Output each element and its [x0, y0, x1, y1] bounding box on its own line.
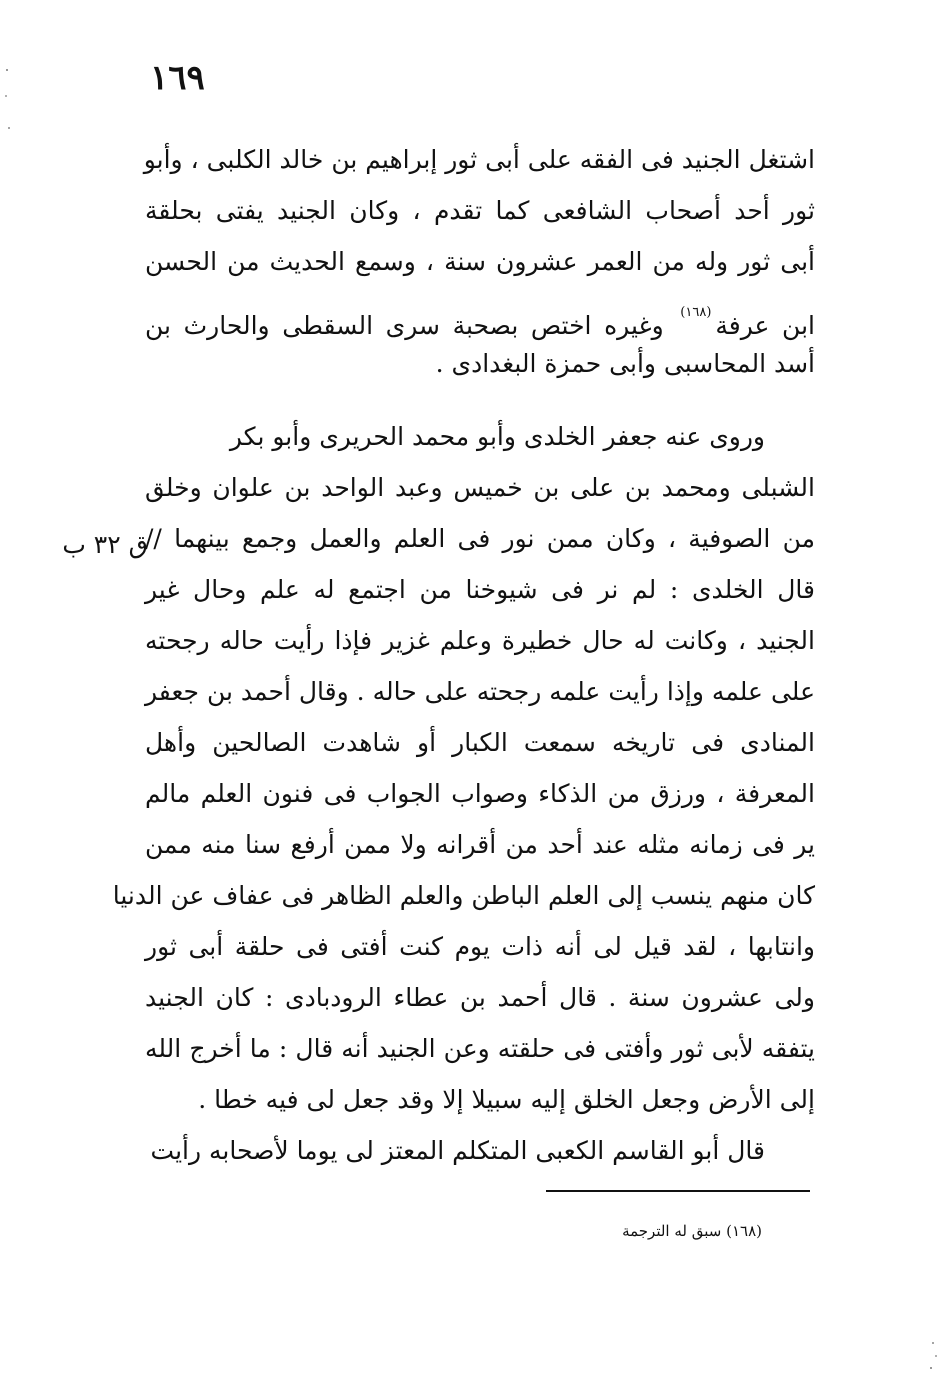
text-line: الجنيد ، وكانت له حال خطيرة وعلم غزير فإذا رأيت حاله رجحته — [145, 626, 815, 655]
text-line: الشبلى ومحمد بن على بن خميس وعبد الواحد بن علوان وخلق — [145, 473, 815, 502]
text-line: ير فى زمانه مثله عند أحد من أقرانه ولا ممن أرفع سنا منه ممن — [145, 830, 815, 859]
text-line: ثور أحد أصحاب الشافعى كما تقدم ، وكان الجنيد يفتى بحلقة — [145, 196, 815, 225]
text-line: وانتابها ، لقد قيل لى أنه ذات يوم كنت أفتى فى حلقة أبى ثور — [145, 932, 815, 961]
text-line: اشتغل الجنيد فى الفقه على أبى ثور إبراهيم بن خالد الكلبى ، وأبو — [143, 145, 815, 174]
margin-folio-note: ق ٣٢ ب — [62, 530, 148, 559]
text-line: المنادى فى تاريخه سمعت الكبار أو شاهدت الصالحين وأهل — [145, 728, 815, 757]
page-number: ١٦٩ — [150, 58, 205, 98]
text-line: من الصوفية ، وكان ممن نور فى العلم والعمل وجمع بينهما // — [145, 524, 815, 553]
text-line: أسد المحاسبى وأبى حمزة البغدادى . — [435, 349, 815, 378]
text-line: كان منهم ينسب إلى العلم الباطن والعلم الظاهر فى عفاف عن الدنيا — [112, 881, 815, 910]
footnote: (١٦٨) سبق له الترجمة — [622, 1222, 762, 1240]
text-line: أبى ثور وله من العمر عشرون سنة ، وسمع الحديث من الحسن — [145, 247, 815, 276]
text-line: قال الخلدى : لم نر فى شيوخنا من اجتمع له علم وحال غير — [145, 575, 815, 604]
text-segment: ابن عرفة — [715, 311, 815, 340]
text-line: وروى عنه جعفر الخلدى وأبو محمد الحريرى وأبو بكر — [229, 422, 765, 451]
text-line: على علمه وإذا رأيت علمه رجحته على حاله . وقال أحمد بن جعفر — [145, 677, 815, 706]
text-line: يتفقه لأبى ثور وأفتى فى حلقته وعن الجنيد أنه قال : ما أخرج الله — [145, 1034, 815, 1063]
footnote-reference: (١٦٨) — [680, 305, 712, 320]
text-line: قال أبو القاسم الكعبى المتكلم المعتز لى يوما لأصحابه رأيت — [150, 1136, 765, 1165]
text-line: ولى عشرون سنة . قال أحمد بن عطاء الرودبادى : كان الجنيد — [145, 983, 815, 1012]
text-segment: وغيره اختص بصحبة سرى السقطى والحارث بن — [145, 311, 664, 340]
text-line: المعرفة ، ورزق من الذكاء وصواب الجواب فى فنون العلم مالم — [145, 779, 815, 808]
text-line: إلى الأرض وجعل الخلق إليه سبيلا إلا وقد جعل لى فيه خطا . — [198, 1085, 815, 1114]
